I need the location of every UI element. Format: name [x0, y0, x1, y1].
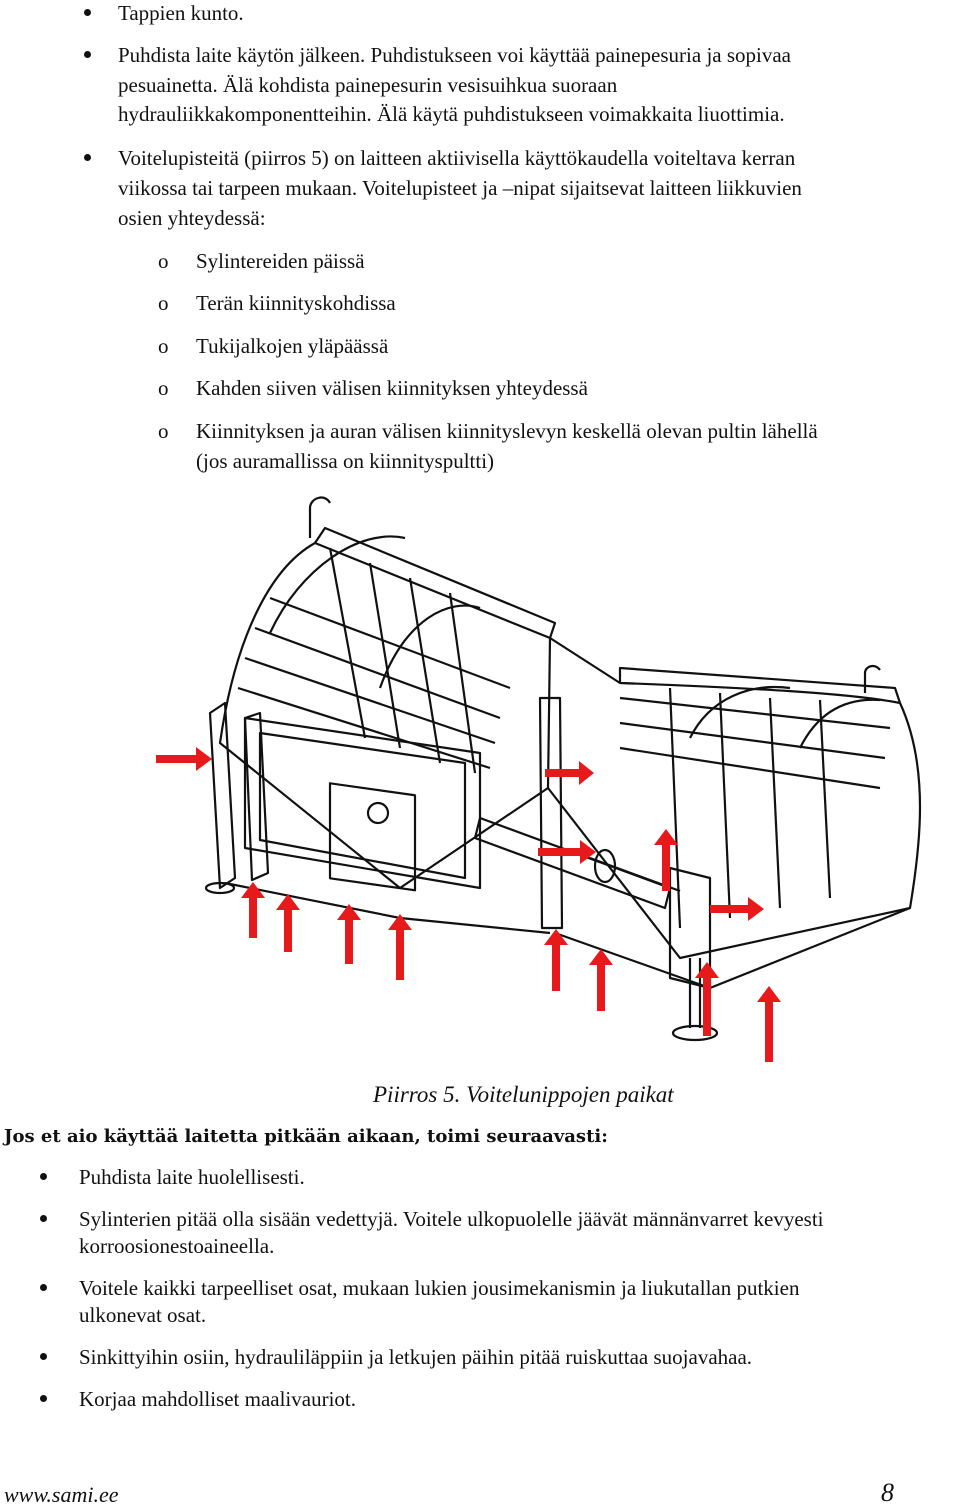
arrow-up-icon	[337, 904, 361, 964]
sub-marker: o	[158, 419, 169, 443]
bullet	[40, 1284, 47, 1291]
footer-page-number: 8	[881, 1478, 894, 1507]
list-item-line: Puhdista laite käytön jälkeen. Puhdistukseen voi käyttää painepesuria ja sopivaa	[118, 43, 791, 67]
sub-marker: o	[158, 291, 169, 315]
bullet	[40, 1353, 47, 1360]
list-item-line: Voitele kaikki tarpeelliset osat, mukaan lukien jousimekanismin ja liukutallan putkien	[79, 1276, 800, 1300]
sub-marker: o	[158, 334, 169, 358]
bullet	[84, 9, 91, 16]
list-item-line: Voitelupisteitä (piirros 5) on laitteen aktiivisella käyttökaudella voiteltava kerran	[118, 146, 796, 170]
list-item-line: viikossa tai tarpeen mukaan. Voitelupisteet ja –nipat sijaitsevat laitteen liikkuvien	[118, 176, 802, 200]
bullet	[84, 154, 91, 161]
sub-list-item: Kahden siiven välisen kiinnityksen yhteydessä	[196, 376, 588, 400]
sub-marker: o	[158, 376, 169, 400]
list-item-line: hydrauliikkakomponentteihin. Älä käytä puhdistukseen voimakkaita liuottimia.	[118, 102, 785, 126]
sub-list-item-line: Kiinnityksen ja auran välisen kiinnityslevyn keskellä olevan pultin lähellä	[196, 419, 818, 443]
list-item-line: ulkonevat osat.	[79, 1303, 207, 1327]
list-item-line: pesuainetta. Älä kohdista painepesurin vesisuihkua suoraan	[118, 73, 618, 97]
figure-caption: Piirros 5. Voitelunippojen paikat	[373, 1082, 674, 1107]
sub-list-item: Sylintereiden päissä	[196, 249, 365, 273]
arrow-up-icon	[589, 949, 613, 1011]
section-heading: Jos et aio käyttää laitetta pitkään aikaan, toimi seuraavasti:	[4, 1126, 608, 1147]
bullet	[84, 51, 91, 58]
list-item-line: korroosionestoaineella.	[79, 1234, 275, 1258]
snow-plow-illustration	[150, 488, 940, 1078]
bullet	[40, 1173, 47, 1180]
arrow-right-icon	[545, 761, 594, 785]
sub-list-item: Tukijalkojen yläpäässä	[196, 334, 389, 358]
list-item-line: Sylinterien pitää olla sisään vedettyjä. Voitele ulkopuolelle jäävät männänvarret kevyesti	[79, 1207, 824, 1231]
arrow-up-icon	[757, 986, 781, 1062]
arrow-up-icon	[276, 894, 300, 952]
list-item: Sinkittyihin osiin, hydrauliläppiin ja letkujen päihin pitää ruiskuttaa suojavahaa.	[79, 1345, 753, 1369]
sub-list-item-line: (jos auramallissa on kiinnityspultti)	[196, 449, 495, 473]
bullet	[40, 1215, 47, 1222]
arrow-up-icon	[388, 914, 412, 980]
list-item: Tappien kunto.	[118, 1, 244, 25]
arrow-up-icon	[544, 929, 568, 991]
arrow-right-icon	[710, 897, 764, 921]
arrow-right-icon	[156, 747, 212, 771]
footer-website-link[interactable]: www.sami.ee	[4, 1482, 119, 1507]
list-item-line: osien yhteydessä:	[118, 206, 266, 230]
sub-marker: o	[158, 249, 169, 273]
list-item: Korjaa mahdolliset maalivauriot.	[79, 1387, 356, 1411]
sub-list-item: Terän kiinnityskohdissa	[196, 291, 396, 315]
bullet	[40, 1395, 47, 1402]
list-item: Puhdista laite huolellisesti.	[79, 1165, 305, 1189]
arrow-up-icon	[695, 962, 719, 1036]
